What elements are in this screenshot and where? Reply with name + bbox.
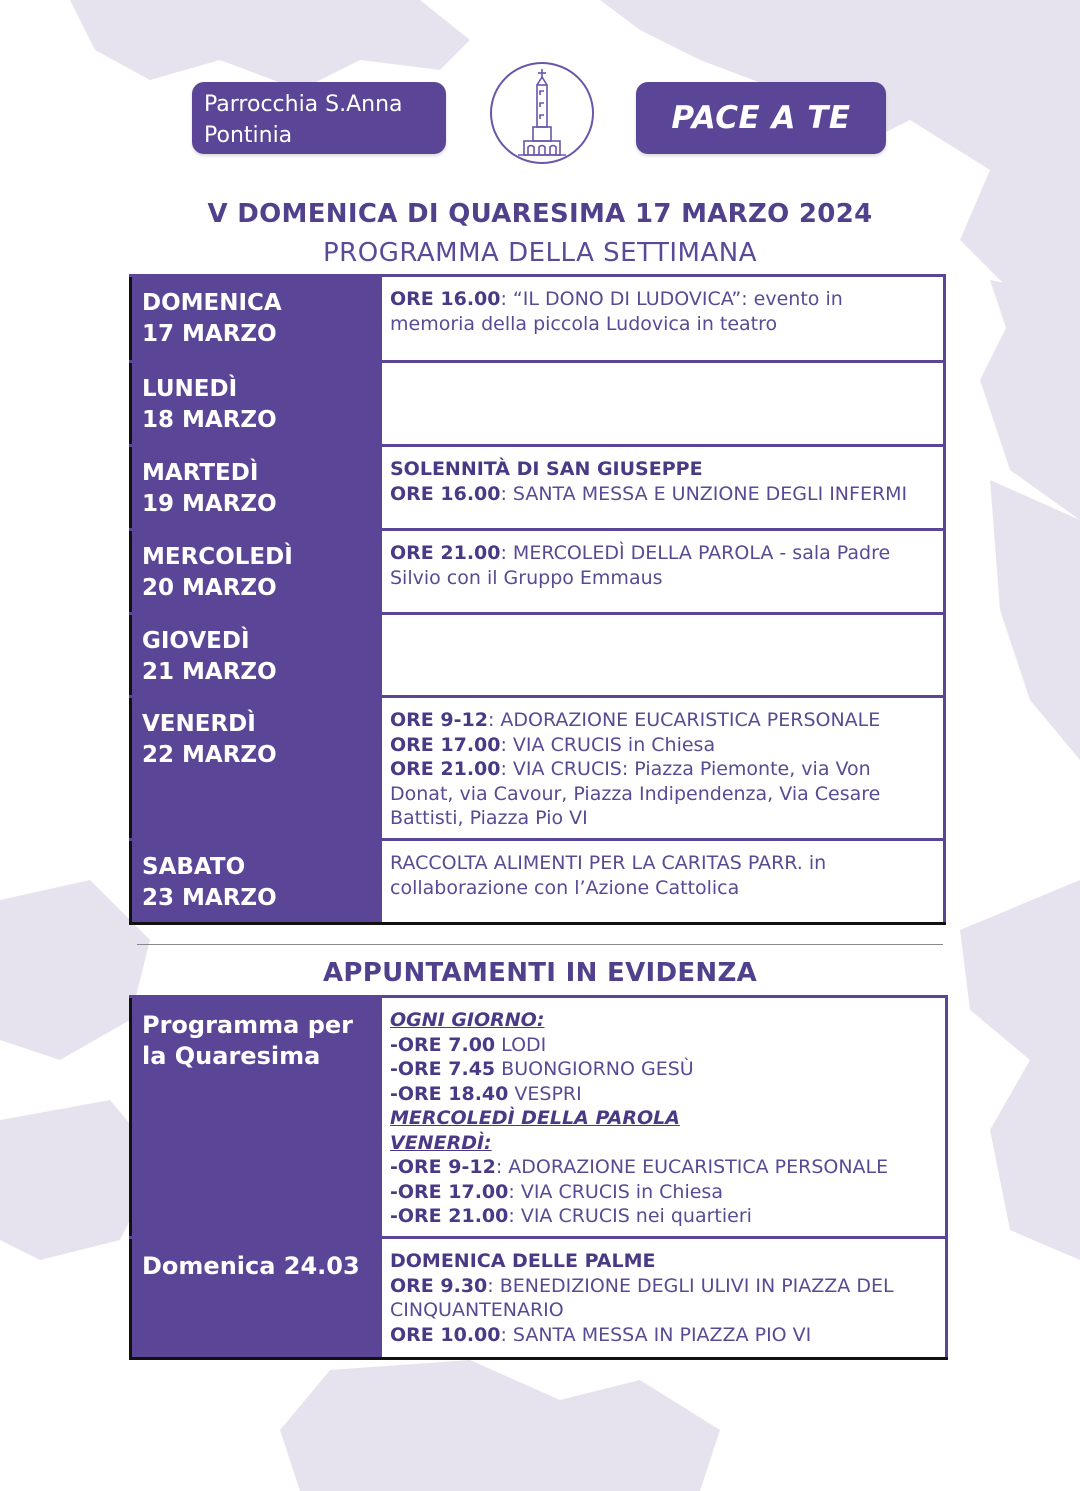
daily-heading: OGNI GIORNO:	[390, 1009, 545, 1031]
event-time: -ORE 21.00	[390, 1205, 509, 1227]
day-date: 18 MARZO	[142, 407, 277, 433]
day-cell	[131, 530, 381, 614]
wednesday-heading: MERCOLEDÌ DELLA PAROLA	[390, 1107, 680, 1129]
event-time: ORE 17.00	[390, 733, 501, 756]
parish-name: Parrocchia S.Anna	[204, 92, 403, 117]
event-text: Donat, via Cavour, Piazza Indipendenza, Via Cesare	[390, 782, 881, 805]
highlight-label: Programma per	[142, 1011, 353, 1039]
weekly-schedule-table	[129, 274, 946, 925]
event-text: : VIA CRUCIS in Chiesa	[508, 1180, 723, 1203]
schedule-row-saturday	[131, 840, 945, 924]
event-text: : ADORAZIONE EUCARISTICA PERSONALE	[495, 1156, 889, 1178]
event-text: collaborazione con l’Azione Cattolica	[390, 876, 740, 899]
section-divider	[137, 944, 943, 945]
event-text: : VIA CRUCIS: Piazza Piemonte, via Von	[500, 758, 871, 780]
event-time: -ORE 7.00	[390, 1033, 496, 1056]
section-title: APPUNTAMENTI IN EVIDENZA	[322, 958, 758, 988]
event-time: ORE 9.30	[390, 1274, 488, 1297]
day-name: MERCOLEDÌ	[142, 544, 293, 570]
church-tower-icon	[490, 62, 594, 164]
schedule-row-monday	[131, 362, 945, 446]
page-title: V DOMENICA DI QUARESIMA 17 MARZO 2024	[207, 199, 873, 229]
day-name: SABATO	[142, 854, 246, 880]
highlight-events-cell	[381, 997, 947, 1238]
motto-text: PACE A TE	[671, 100, 851, 136]
event-text: CINQUANTENARIO	[390, 1299, 564, 1321]
event-time: -ORE 7.45	[390, 1058, 496, 1080]
day-name: GIOVEDÌ	[142, 628, 250, 654]
day-date: 23 MARZO	[142, 885, 277, 911]
event-time: ORE 16.00	[390, 482, 501, 505]
event-text: Battisti, Piazza Pio VI	[390, 807, 588, 829]
event-time: ORE 21.00	[390, 542, 501, 564]
events-cell	[381, 276, 945, 362]
day-name: VENERDÌ	[142, 711, 256, 737]
schedule-row-sunday	[131, 276, 945, 362]
event-text: : VIA CRUCIS nei quartieri	[508, 1205, 752, 1227]
day-date: 22 MARZO	[142, 742, 277, 768]
highlight-label-cell	[131, 997, 381, 1238]
highlight-label: Domenica 24.03	[142, 1252, 360, 1280]
event-text: : ADORAZIONE EUCARISTICA PERSONALE	[487, 709, 881, 731]
highlight-row-lent	[131, 997, 947, 1238]
day-cell	[131, 840, 381, 924]
schedule-row-thursday	[131, 614, 945, 697]
event-text: Silvio con il Gruppo Emmaus	[390, 566, 663, 589]
events-cell	[381, 840, 945, 924]
event-text: : SANTA MESSA E UNZIONE DEGLI INFERMI	[500, 482, 908, 505]
highlight-label-cell	[131, 1238, 381, 1359]
day-name: DOMENICA	[142, 290, 282, 316]
day-cell	[131, 362, 381, 446]
event-time: ORE 9-12	[390, 709, 488, 731]
event-time: -ORE 18.40	[390, 1082, 509, 1105]
day-date: 17 MARZO	[142, 321, 277, 347]
day-cell	[131, 446, 381, 530]
events-cell	[381, 697, 945, 840]
highlight-label: la Quaresima	[142, 1042, 321, 1070]
day-name: MARTEDÌ	[142, 460, 259, 486]
events-cell	[381, 530, 945, 614]
schedule-row-wednesday	[131, 530, 945, 614]
day-date: 21 MARZO	[142, 659, 277, 685]
motto-badge	[636, 82, 886, 154]
parish-badge	[192, 82, 446, 154]
day-date: 20 MARZO	[142, 575, 277, 601]
event-text: BUONGIORNO GESÙ	[495, 1058, 694, 1080]
event-heading: DOMENICA DELLE PALME	[390, 1250, 656, 1272]
event-text: VESPRI	[508, 1082, 582, 1105]
event-time: ORE 16.00	[390, 288, 501, 310]
event-text: : VIA CRUCIS in Chiesa	[500, 733, 716, 756]
day-date: 19 MARZO	[142, 491, 277, 517]
schedule-row-tuesday	[131, 446, 945, 530]
event-text: LODI	[495, 1033, 547, 1056]
highlight-events-cell	[381, 1238, 947, 1359]
event-heading: SOLENNITÀ DI SAN GIUSEPPE	[390, 458, 703, 480]
event-text: : BENEDIZIONE DEGLI ULIVI IN PIAZZA DEL	[487, 1274, 894, 1297]
event-text: : “IL DONO DI LUDOVICA”: evento in	[500, 288, 843, 310]
event-time: ORE 10.00	[390, 1323, 501, 1346]
events-cell	[381, 614, 945, 697]
event-text: : SANTA MESSA IN PIAZZA PIO VI	[500, 1323, 812, 1346]
day-cell	[131, 614, 381, 697]
event-text: RACCOLTA ALIMENTI PER LA CARITAS PARR. in	[390, 852, 827, 874]
event-time: ORE 21.00	[390, 758, 501, 780]
day-cell	[131, 276, 381, 362]
friday-heading: VENERDÌ:	[390, 1131, 492, 1154]
page-subtitle: PROGRAMMA DELLA SETTIMANA	[323, 238, 757, 268]
event-text: : MERCOLEDÌ DELLA PAROLA - sala Padre	[500, 542, 891, 564]
day-name: LUNEDÌ	[142, 376, 238, 402]
events-cell	[381, 362, 945, 446]
event-text: memoria della piccola Ludovica in teatro	[390, 312, 778, 335]
highlights-table	[129, 995, 948, 1360]
event-time: -ORE 9-12	[390, 1156, 496, 1178]
day-cell	[131, 697, 381, 840]
parish-town: Pontinia	[204, 123, 293, 148]
schedule-row-friday	[131, 697, 945, 840]
events-cell	[381, 446, 945, 530]
highlight-row-palm-sunday	[131, 1238, 947, 1359]
event-time: -ORE 17.00	[390, 1180, 509, 1203]
